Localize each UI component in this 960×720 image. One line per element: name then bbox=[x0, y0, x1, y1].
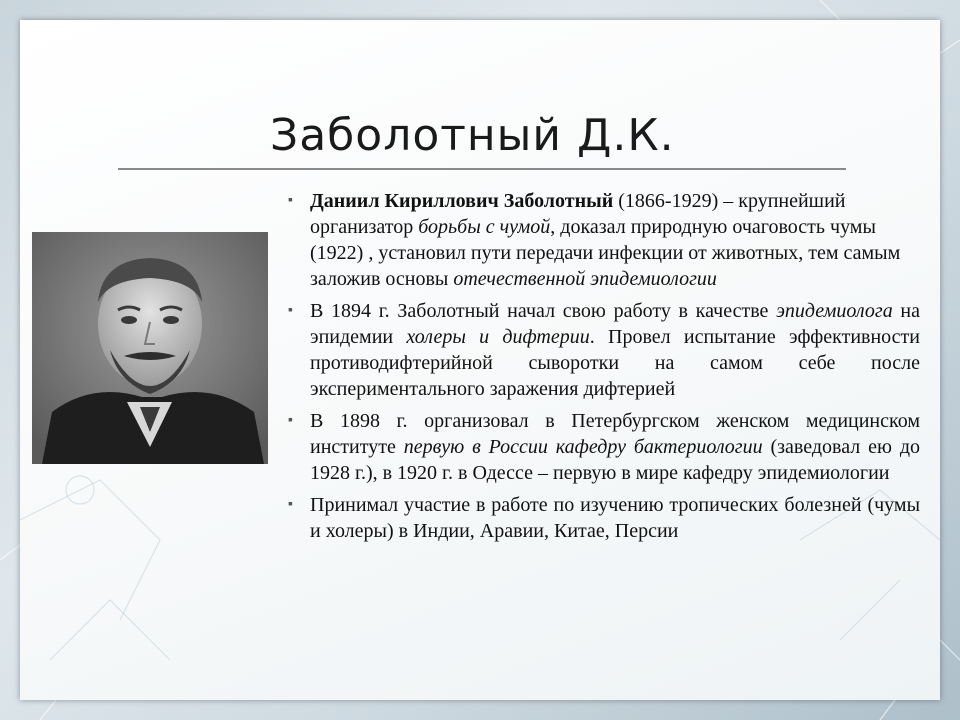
bullet-text: на эпидемии bbox=[310, 300, 920, 348]
bullet-emphasis: борьбы с чумой bbox=[418, 216, 551, 238]
portrait-illustration bbox=[32, 232, 268, 464]
title-divider bbox=[118, 168, 846, 170]
bullet-text: (заведовал ею до 1928 г.), в 1920 г. в Одессе – первую в мире кафедру эпидемиологии bbox=[310, 436, 920, 484]
bullet-marker: ▪ bbox=[288, 497, 293, 512]
slide bbox=[20, 20, 940, 700]
bullet-item bbox=[288, 188, 920, 292]
bullet-emphasis: первую в России кафедру бактериологии bbox=[403, 436, 763, 458]
bullet-text: крупнейший организатор bbox=[310, 190, 846, 238]
bullet-item bbox=[288, 408, 920, 486]
life-dates: (1866-1929) – bbox=[613, 190, 739, 212]
bullet-emphasis: эпидемиолога bbox=[776, 300, 893, 322]
bullet-text: , доказал природную очаговость чумы (1922) , установил пути передачи инфекции от животных, тем самым заложив основы bbox=[310, 216, 901, 290]
person-name: Даниил Кириллович Заболотный bbox=[310, 190, 614, 212]
bullet-marker: ▪ bbox=[288, 413, 293, 428]
slide-title: Заболотный Д.К. bbox=[270, 110, 675, 161]
bullet-marker: ▪ bbox=[288, 303, 293, 318]
bullet-marker: ▪ bbox=[288, 193, 293, 208]
bullet-text: В 1898 г. организовал в Петербургском женском медицинском институте bbox=[310, 410, 920, 458]
bullet-item bbox=[288, 492, 920, 544]
portrait-photo bbox=[32, 232, 268, 464]
bullet-text: . Провел испытание эффективности противодифтерийной сыворотки на самом себе после экспериментального заражения дифтерией bbox=[310, 326, 920, 400]
bullet-emphasis: холеры и дифтерии bbox=[406, 326, 590, 348]
bullet-item bbox=[288, 298, 920, 402]
bullet-text: В 1894 г. Заболотный начал свою работу в качестве bbox=[310, 300, 777, 322]
bullet-emphasis: отечественной эпидемиологии bbox=[453, 268, 717, 290]
bullet-text: Принимал участие в работе по изучению тропических болезней (чумы и холеры) в Индии, Аравии, Китае, Персии bbox=[310, 494, 920, 542]
bullet-list bbox=[288, 188, 920, 550]
